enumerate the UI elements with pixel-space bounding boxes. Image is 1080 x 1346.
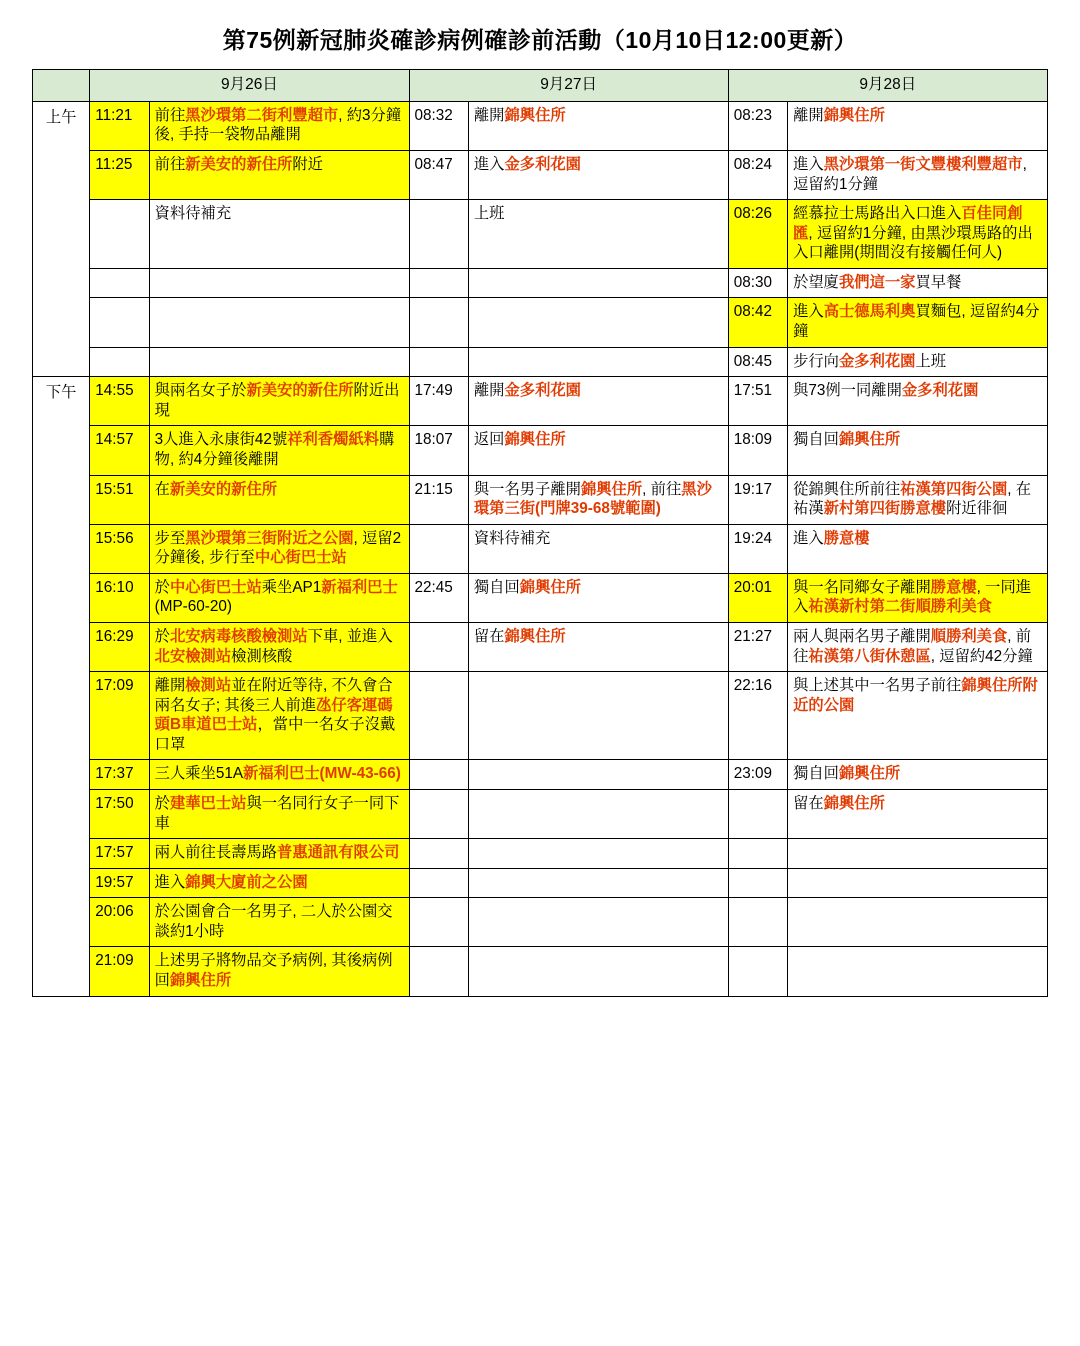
- time-cell-day3: 08:45: [728, 347, 787, 377]
- time-cell-day1: [90, 298, 149, 347]
- table-row: [33, 377, 1048, 426]
- table-row: [33, 898, 1048, 947]
- table-row: [33, 622, 1048, 671]
- event-cell-day3: [788, 298, 1048, 347]
- event-cell-day1: [149, 839, 409, 869]
- time-cell-day3: 22:16: [728, 672, 787, 760]
- event-cell-day2: [468, 377, 728, 426]
- event-cell-day1: [149, 524, 409, 573]
- time-cell-day3: 19:24: [728, 524, 787, 573]
- location-token: 錦興住所: [838, 765, 901, 783]
- period-morning: 上午: [33, 101, 90, 376]
- time-cell-day1: 15:51: [90, 475, 149, 524]
- event-text: 附近出現: [154, 382, 400, 419]
- event-text: 步行向: [793, 352, 839, 370]
- event-text: 於望廈: [793, 273, 839, 291]
- event-cell-day3: [788, 839, 1048, 869]
- event-cell-day1: [149, 573, 409, 622]
- event-cell-day2: [468, 298, 728, 347]
- event-text: , 逗留約42分鐘: [930, 647, 1033, 665]
- table-row: [33, 790, 1048, 839]
- header-date-1: 9月26日: [90, 70, 409, 102]
- event-text: 與73例一同離開: [793, 382, 902, 400]
- location-token: 勝意樓: [930, 578, 977, 596]
- event-text: 購物, 約4分鐘後離開: [154, 431, 395, 468]
- location-token: 祐漢新村第二街順勝利美食: [808, 598, 992, 616]
- event-cell-day3: [788, 760, 1048, 790]
- time-cell-day2: [409, 947, 468, 996]
- location-token: 黑沙環第二街利豐超市: [185, 106, 339, 124]
- location-token: 新福利巴士(MW-43-66): [243, 765, 401, 783]
- header-date-2: 9月27日: [409, 70, 728, 102]
- event-text: ，當中一名女子沒戴口罩: [154, 716, 396, 753]
- location-token: 百佳同創匯: [793, 205, 1023, 242]
- event-text: 兩人與兩名男子離開: [793, 627, 931, 645]
- event-text: 進入: [473, 155, 505, 173]
- event-text: 進入: [793, 155, 824, 173]
- event-text: 步至: [154, 529, 186, 547]
- event-text: 留在: [793, 795, 824, 813]
- location-token: 順勝利美食: [930, 627, 1008, 645]
- event-text: 於公園會合一名男子, 二人於公園交談約1小時: [154, 903, 393, 940]
- location-token: 新美安的新住所: [185, 155, 293, 173]
- time-cell-day3: 19:17: [728, 475, 787, 524]
- location-token: 新福利巴士: [321, 578, 398, 596]
- event-cell-day1: [149, 898, 409, 947]
- event-text: 於: [154, 578, 170, 596]
- time-cell-day2: [409, 622, 468, 671]
- time-cell-day3: 08:42: [728, 298, 787, 347]
- event-cell-day1: [149, 475, 409, 524]
- location-token: 氹仔客運碼頭B車道巴士站: [154, 696, 393, 734]
- event-text: , 逗留2分鐘後, 步行至: [154, 529, 402, 567]
- table-row: [33, 200, 1048, 269]
- event-cell-day2: [468, 672, 728, 760]
- location-token: 中心街巴士站: [254, 549, 347, 567]
- event-cell-day2: [468, 898, 728, 947]
- time-cell-day3: 08:26: [728, 200, 787, 269]
- time-cell-day3: 08:23: [728, 101, 787, 150]
- time-cell-day2: 08:32: [409, 101, 468, 150]
- location-token: 錦興住所: [169, 972, 232, 990]
- table-row: [33, 947, 1048, 996]
- location-token: 北安病毒核酸檢測站: [169, 627, 308, 645]
- event-cell-day2: [468, 524, 728, 573]
- location-token: 普惠通訊有限公司: [277, 844, 400, 862]
- event-text: 乘坐AP1: [261, 578, 322, 596]
- table-row: [33, 150, 1048, 199]
- location-token: 黑沙環第一街文豐樓利豐超市: [823, 155, 1023, 173]
- event-cell-day2: [468, 947, 728, 996]
- event-text: 並在附近等待, 不久會合兩名女子; 其後三人前進: [154, 677, 393, 714]
- event-cell-day2: [468, 868, 728, 898]
- event-text: 三人乘坐51A: [154, 765, 244, 783]
- event-text: , 前往: [793, 627, 1032, 665]
- event-text: 離開: [473, 106, 505, 124]
- event-text: , 逗留約1分鐘: [793, 155, 1027, 193]
- time-cell-day3: 20:01: [728, 573, 787, 622]
- event-cell-day3: [788, 200, 1048, 269]
- page-title: 第75例新冠肺炎確診病例確診前活動（10月10日12:00更新）: [222, 27, 858, 53]
- event-cell-day3: [788, 150, 1048, 199]
- event-cell-day1: [149, 672, 409, 760]
- event-text: 3人進入永康街42號: [154, 431, 288, 449]
- event-text: 附近徘徊: [946, 500, 1008, 518]
- event-cell-day2: [468, 622, 728, 671]
- event-text: 附近: [292, 155, 323, 173]
- event-text: 下車, 並進入: [307, 627, 393, 645]
- table-row: [33, 524, 1048, 573]
- event-cell-day2: [468, 426, 728, 475]
- event-cell-day2: [468, 150, 728, 199]
- time-cell-day2: [409, 268, 468, 298]
- event-text: 前往: [154, 155, 186, 173]
- time-cell-day3: [728, 790, 787, 839]
- activity-table: [32, 69, 1048, 997]
- location-token: 金多利花園: [901, 382, 979, 400]
- time-cell-day1: 16:10: [90, 573, 149, 622]
- time-cell-day2: [409, 790, 468, 839]
- event-cell-day1: [149, 790, 409, 839]
- time-cell-day3: 18:09: [728, 426, 787, 475]
- event-text: 前往: [154, 106, 186, 124]
- location-token: 高士德馬利奧: [823, 303, 916, 321]
- event-text: 離開: [793, 106, 824, 124]
- event-cell-day1: [149, 426, 409, 475]
- location-token: 錦興住所: [838, 431, 901, 449]
- time-cell-day1: 17:09: [90, 672, 149, 760]
- event-cell-day3: [788, 347, 1048, 377]
- event-text: 上述男子將物品交予病例, 其後病例回: [154, 952, 393, 990]
- event-text: , 約3分鐘後, 手持一袋物品離開: [154, 106, 402, 144]
- event-text: , 逗留約1分鐘, 由黑沙環馬路的出入口離開(期間沒有接觸任何人): [793, 224, 1033, 262]
- location-token: 金多利花園: [504, 155, 581, 173]
- location-token: 祐漢第八街休憩區: [808, 647, 931, 665]
- event-cell-day2: [468, 347, 728, 377]
- location-token: 錦興大廈前之公園: [185, 873, 308, 891]
- event-cell-day2: [468, 268, 728, 298]
- location-token: 錦興住所: [504, 431, 566, 449]
- table-row: [33, 101, 1048, 150]
- event-text: , 在祐漢: [793, 480, 1032, 518]
- location-token: 金多利花園: [504, 382, 581, 400]
- event-cell-day1: [149, 377, 409, 426]
- time-cell-day2: [409, 868, 468, 898]
- event-text: 兩人前往長壽馬路: [154, 844, 278, 862]
- table-row: [33, 268, 1048, 298]
- location-token: 新美安的新住所: [246, 382, 354, 400]
- location-token: 我們這一家: [838, 273, 916, 291]
- time-cell-day1: [90, 268, 149, 298]
- time-cell-day2: [409, 347, 468, 377]
- location-token: 黑沙環第三街(門牌39-68號範圍): [473, 480, 712, 518]
- location-token: 黑沙環第三街附近之公園: [185, 529, 354, 547]
- time-cell-day1: [90, 200, 149, 269]
- event-text: 獨自回: [793, 431, 839, 449]
- corner-cell: [33, 70, 90, 102]
- location-token: 錦興住所: [504, 627, 566, 645]
- time-cell-day1: 21:09: [90, 947, 149, 996]
- event-text: , 一同進入: [793, 578, 1032, 616]
- table-body: [33, 101, 1048, 996]
- event-cell-day1: [149, 947, 409, 996]
- event-cell-day1: [149, 101, 409, 150]
- event-cell-day3: [788, 898, 1048, 947]
- time-cell-day1: 15:56: [90, 524, 149, 573]
- time-cell-day2: [409, 760, 468, 790]
- event-text: 與兩名女子於: [154, 382, 247, 400]
- location-token: 新村第四街勝意樓: [823, 500, 947, 518]
- location-token: 祥利香燭紙料: [287, 431, 380, 449]
- location-token: 錦興住所: [823, 795, 885, 813]
- table-row: [33, 839, 1048, 869]
- time-cell-day2: [409, 898, 468, 947]
- event-cell-day2: [468, 790, 728, 839]
- time-cell-day1: 20:06: [90, 898, 149, 947]
- event-cell-day2: [468, 839, 728, 869]
- event-cell-day2: [468, 573, 728, 622]
- event-cell-day3: [788, 377, 1048, 426]
- period-afternoon: 下午: [33, 377, 90, 996]
- event-text: 於: [154, 795, 170, 813]
- event-cell-day3: [788, 101, 1048, 150]
- time-cell-day2: 18:07: [409, 426, 468, 475]
- event-cell-day1: [149, 868, 409, 898]
- event-text: 買麵包, 逗留約4分鐘: [793, 303, 1040, 341]
- location-token: 北安檢測站: [154, 647, 232, 665]
- time-cell-day2: 08:47: [409, 150, 468, 199]
- event-text: 資料待補充: [154, 205, 232, 223]
- time-cell-day3: 08:30: [728, 268, 787, 298]
- table-row: [33, 347, 1048, 377]
- event-text: , 前往: [642, 480, 682, 498]
- event-text: 從錦興住所前往: [793, 480, 901, 498]
- time-cell-day2: [409, 524, 468, 573]
- time-cell-day1: 14:55: [90, 377, 149, 426]
- table-row: [33, 298, 1048, 347]
- event-text: 與一名男子離開: [473, 480, 581, 498]
- location-token: 錦興住所附近的公園: [793, 677, 1038, 714]
- event-cell-day3: [788, 573, 1048, 622]
- table-row: [33, 573, 1048, 622]
- event-cell-day3: [788, 622, 1048, 671]
- event-cell-day1: [149, 347, 409, 377]
- event-text: (MP-60-20): [154, 598, 232, 616]
- location-token: 檢測站: [185, 677, 232, 695]
- event-text: 獨自回: [793, 765, 839, 783]
- location-token: 錦興住所: [504, 106, 566, 124]
- event-cell-day3: [788, 947, 1048, 996]
- event-text: 進入: [793, 529, 824, 547]
- time-cell-day3: [728, 868, 787, 898]
- event-text: 離開: [154, 677, 186, 695]
- location-token: 金多利花園: [838, 352, 916, 370]
- event-cell-day3: [788, 268, 1048, 298]
- event-text: 與上述其中一名男子前往: [793, 677, 962, 695]
- table-row: [33, 426, 1048, 475]
- event-text: 留在: [473, 627, 505, 645]
- event-cell-day2: [468, 101, 728, 150]
- event-text: 檢測核酸: [231, 647, 293, 665]
- event-cell-day3: [788, 475, 1048, 524]
- time-cell-day3: [728, 839, 787, 869]
- event-cell-day1: [149, 268, 409, 298]
- time-cell-day3: 17:51: [728, 377, 787, 426]
- event-cell-day2: [468, 760, 728, 790]
- event-cell-day2: [468, 475, 728, 524]
- event-cell-day3: [788, 672, 1048, 760]
- time-cell-day2: 17:49: [409, 377, 468, 426]
- event-text: 獨自回: [473, 578, 520, 596]
- event-text: 於: [154, 627, 170, 645]
- event-text: 進入: [793, 303, 824, 321]
- event-text: 返回: [473, 431, 505, 449]
- table-row: [33, 672, 1048, 760]
- table-row: [33, 475, 1048, 524]
- location-token: 錦興住所: [580, 480, 643, 498]
- table-row: [33, 760, 1048, 790]
- location-token: 中心街巴士站: [169, 578, 262, 596]
- time-cell-day1: 19:57: [90, 868, 149, 898]
- event-cell-day3: [788, 868, 1048, 898]
- event-cell-day2: [468, 200, 728, 269]
- time-cell-day1: 17:37: [90, 760, 149, 790]
- time-cell-day1: 17:57: [90, 839, 149, 869]
- event-cell-day3: [788, 790, 1048, 839]
- time-cell-day1: 16:29: [90, 622, 149, 671]
- time-cell-day1: 14:57: [90, 426, 149, 475]
- event-text: 上班: [473, 205, 505, 223]
- header-row: [33, 70, 1048, 102]
- time-cell-day1: 17:50: [90, 790, 149, 839]
- event-text: 買早餐: [915, 273, 962, 291]
- location-token: 錦興住所: [519, 578, 581, 596]
- event-text: 離開: [473, 382, 505, 400]
- event-cell-day1: [149, 622, 409, 671]
- time-cell-day2: [409, 298, 468, 347]
- location-token: 錦興住所: [823, 106, 885, 124]
- event-text: 與一名同行女子一同下車: [154, 795, 400, 832]
- table-header: [33, 70, 1048, 102]
- time-cell-day1: 11:21: [90, 101, 149, 150]
- location-token: 建華巴士站: [169, 795, 247, 813]
- header-date-3: 9月28日: [728, 70, 1047, 102]
- time-cell-day1: [90, 347, 149, 377]
- time-cell-day2: [409, 672, 468, 760]
- event-cell-day1: [149, 200, 409, 269]
- event-cell-day1: [149, 150, 409, 199]
- time-cell-day3: [728, 898, 787, 947]
- event-text: 在: [154, 480, 170, 498]
- time-cell-day3: [728, 947, 787, 996]
- table-row: [33, 868, 1048, 898]
- time-cell-day3: 23:09: [728, 760, 787, 790]
- event-cell-day3: [788, 426, 1048, 475]
- event-text: 經慕拉士馬路出入口進入: [793, 205, 962, 223]
- event-text: 上班: [915, 352, 947, 370]
- event-cell-day1: [149, 298, 409, 347]
- location-token: 勝意樓: [823, 529, 870, 547]
- time-cell-day2: [409, 200, 468, 269]
- location-token: 祐漢第四街公園: [900, 480, 1008, 498]
- event-cell-day1: [149, 760, 409, 790]
- time-cell-day2: 22:45: [409, 573, 468, 622]
- event-text: 資料待補充: [473, 529, 551, 547]
- time-cell-day3: 08:24: [728, 150, 787, 199]
- time-cell-day1: 11:25: [90, 150, 149, 199]
- location-token: 新美安的新住所: [169, 480, 278, 498]
- event-text: 與一名同鄉女子離開: [793, 578, 931, 596]
- event-cell-day3: [788, 524, 1048, 573]
- time-cell-day2: 21:15: [409, 475, 468, 524]
- event-text: 進入: [154, 873, 186, 891]
- time-cell-day3: 21:27: [728, 622, 787, 671]
- time-cell-day2: [409, 839, 468, 869]
